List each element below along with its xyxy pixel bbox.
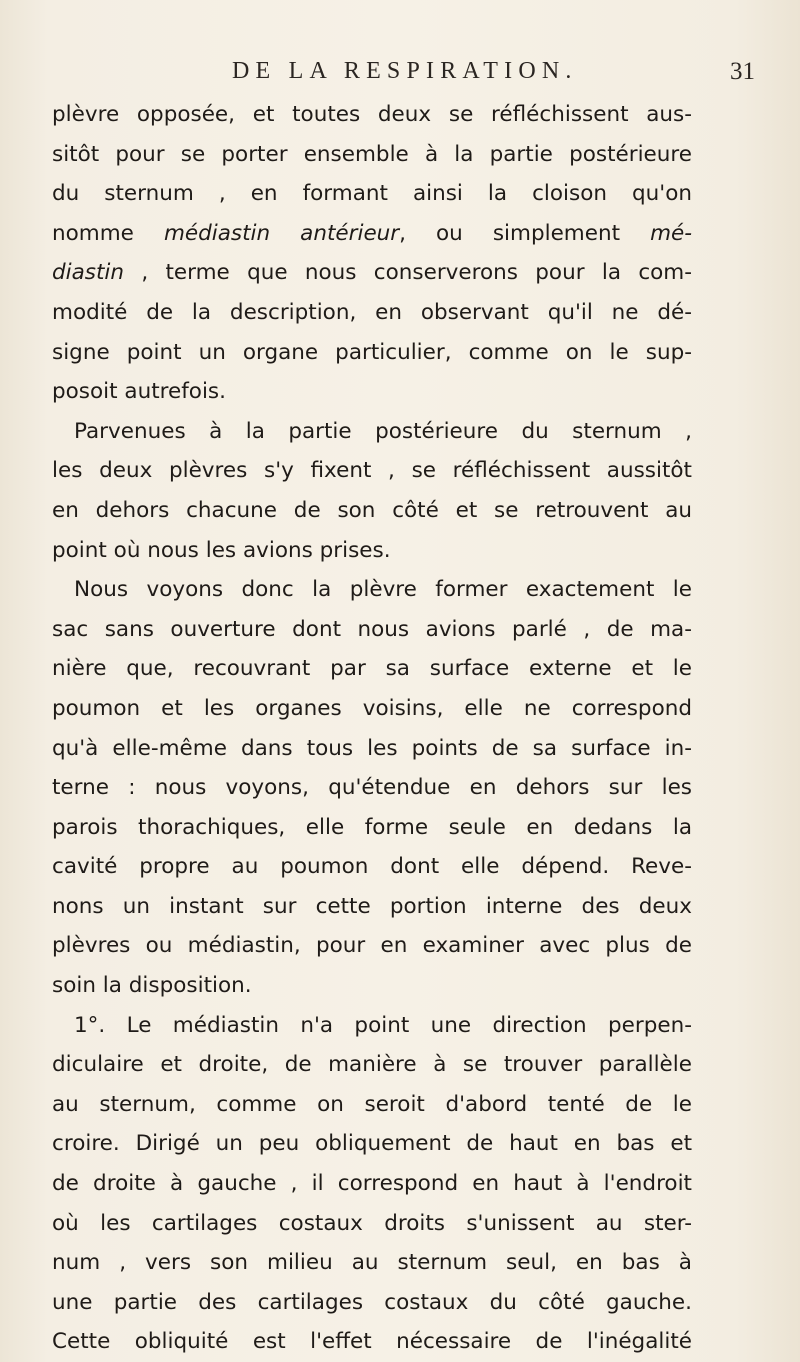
text-line: au sternum, comme on seroit d'abord tenté de le xyxy=(52,1091,692,1117)
text-line-mixed xyxy=(52,253,692,293)
text-line: les deux plèvres s'y fixent , se réfléchissent aussitôt xyxy=(52,458,692,484)
text-line: 1°. Le médiastin n'a point une direction perpen- xyxy=(74,1012,692,1038)
text-line: Parvenues à la partie postérieure du sternum , xyxy=(74,418,692,444)
text-line: sitôt pour se porter ensemble à la partie postérieure xyxy=(52,141,692,167)
text-line: posoit autrefois. xyxy=(52,379,226,405)
text-line: qu'à elle-même dans tous les points de sa surface in- xyxy=(52,735,692,761)
text-line: num , vers son milieu au sternum seul, en bas à xyxy=(52,1250,692,1276)
italic-term: diastin xyxy=(52,260,125,286)
text-line: où les cartilages costaux droits s'unissent au ster- xyxy=(52,1210,692,1236)
text-fragment: , ou simplement xyxy=(399,220,651,246)
text-line: nière que, recouvrant par sa surface externe et le xyxy=(52,656,692,682)
page-number: 31 xyxy=(730,58,755,85)
text-line: de droite à gauche , il correspond en haut à l'endroit xyxy=(52,1171,692,1197)
text-line: poumon et les organes voisins, elle ne correspond xyxy=(52,695,692,721)
text-fragment: , terme que nous conserverons pour la com- xyxy=(124,260,692,286)
text-line: Cette obliquité est l'effet nécessaire de l'inégalité xyxy=(52,1329,692,1355)
text-line: plèvre opposée, et toutes deux se réfléchissent aus- xyxy=(52,102,692,127)
text-line: modité de la description, en observant qu'il ne dé- xyxy=(52,299,692,325)
text-line: cavité propre au poumon dont elle dépend. Reve- xyxy=(52,854,692,880)
italic-term: mé- xyxy=(650,220,692,246)
text-line: parois thorachiques, elle forme seule en dedans la xyxy=(52,814,692,840)
text-line: Nous voyons donc la plèvre former exactement le xyxy=(74,577,692,603)
text-line: croire. Dirigé un peu obliquement de haut en bas et xyxy=(52,1131,692,1157)
text-line: plèvres ou médiastin, pour en examiner avec plus de xyxy=(52,933,692,959)
text-line: signe point un organe particulier, comme on le sup- xyxy=(52,339,692,365)
text-line: nons un instant sur cette portion interne des deux xyxy=(52,893,692,919)
text-line: point où nous les avions prises. xyxy=(52,537,391,563)
text-line: diculaire et droite, de manière à se trouver parallèle xyxy=(52,1052,692,1078)
text-fragment: nomme xyxy=(52,220,164,246)
text-line: sac sans ouverture dont nous avions parlé , de ma- xyxy=(52,616,692,642)
text-line: soin la disposition. xyxy=(52,973,252,999)
text-line: terne : nous voyons, qu'étendue en dehors sur les xyxy=(52,775,692,801)
text-line-mixed xyxy=(52,214,692,254)
italic-term: médiastin antérieur xyxy=(163,220,400,246)
running-title: DE LA RESPIRATION. xyxy=(232,58,578,84)
text-line: en dehors chacune de son côté et se retrouvent au xyxy=(52,497,692,523)
body-text xyxy=(52,95,692,1362)
page-header xyxy=(0,58,800,92)
text-line: du sternum , en formant ainsi la cloison qu'on xyxy=(52,181,692,207)
text-line: une partie des cartilages costaux du côté gauche. xyxy=(52,1289,692,1315)
